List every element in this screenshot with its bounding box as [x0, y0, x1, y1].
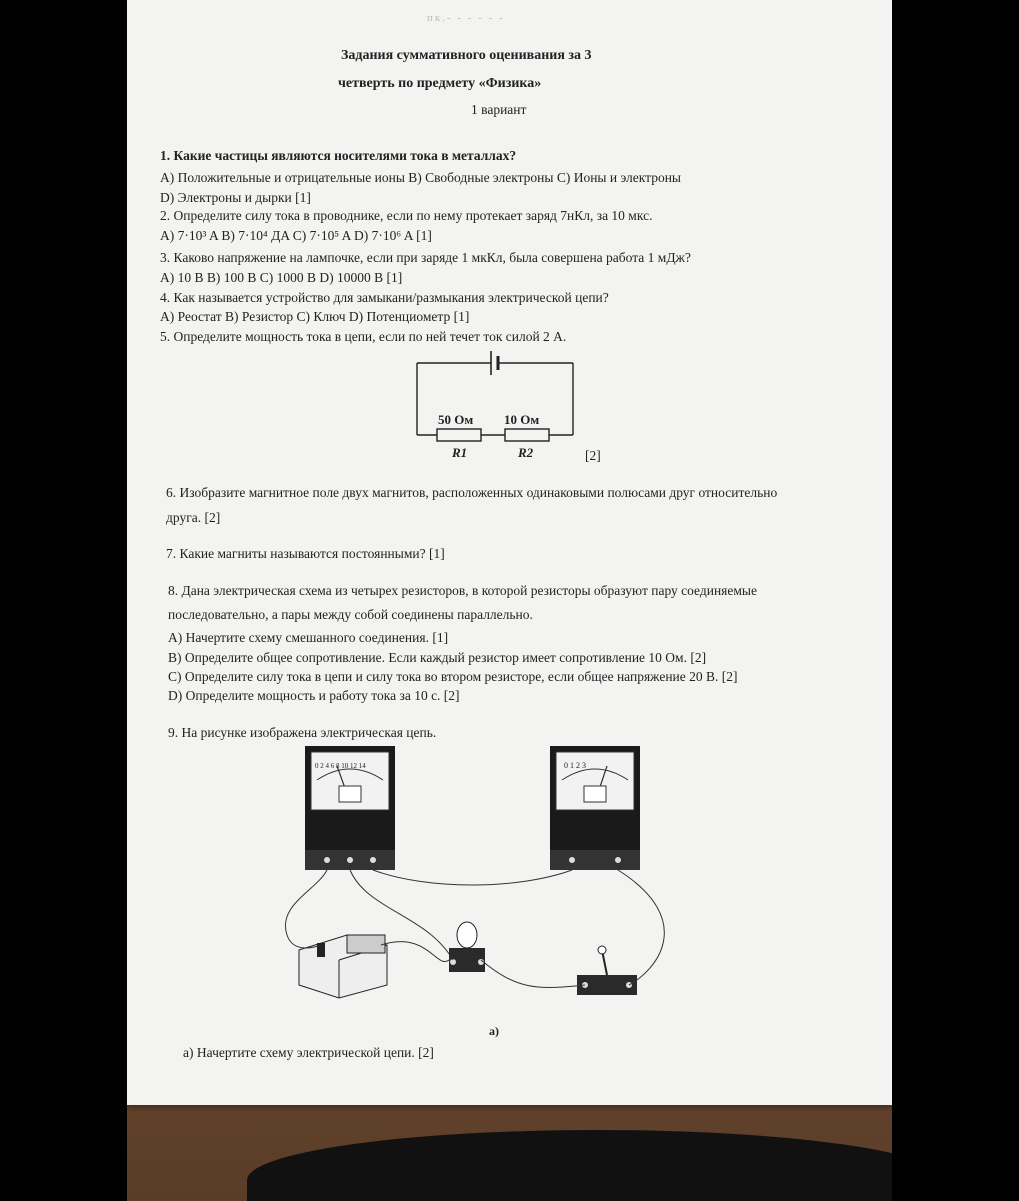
q9-circuit-figure: [277, 740, 697, 1040]
q3-question: 3. Каково напряжение на лампочке, если при заряде 1 мкКл, была совершена работа 1 мДж?: [160, 250, 691, 265]
r1-value: 50 Ом: [438, 412, 474, 427]
variant-label: 1 вариант: [471, 102, 527, 117]
left-meter-scale: 0 2 4 6 8 10 12 14: [315, 762, 366, 770]
r1-label: R1: [452, 445, 468, 460]
q2-question: 2. Определите силу тока в проводнике, если по нему протекает заряд 7нКл, за 10 мкс.: [160, 208, 653, 223]
q4-question: 4. Как называется устройство для замыкани/размыкания электрической цепи?: [160, 290, 609, 305]
q5-question: 5. Определите мощность тока в цепи, если по ней течет ток силой 2 A.: [160, 329, 567, 344]
q5-points: [2]: [585, 448, 601, 463]
right-meter-scale: 0 1 2 3: [564, 761, 586, 770]
switch: [577, 946, 637, 995]
q6-question-2: друга. [2]: [166, 510, 221, 525]
figure-caption: a): [489, 1024, 499, 1038]
dark-cloth: [247, 1130, 892, 1201]
q5-circuit-diagram: [407, 345, 607, 470]
q8-part-b: B) Определите общее сопротивление. Если каждый резистор имеет сопротивление 10 Ом. [2]: [168, 650, 707, 665]
r2-value: 10 Ом: [504, 412, 540, 427]
lamp: [449, 922, 485, 972]
title-line-2: четверть по предмету «Физика»: [338, 76, 542, 91]
exam-sheet: [127, 0, 892, 1105]
q8-part-a: A) Начертите схему смешанного соединения. [1]: [168, 630, 449, 645]
q3-options: A) 10 B B) 100 B C) 1000 B D) 10000 B [1]: [160, 270, 403, 285]
q8-question-1: 8. Дана электрическая схема из четырех резисторов, в которой резисторы образуют пару соединяемые: [168, 583, 757, 598]
q1-options-1: A) Положительные и отрицательные ионы B) Свободные электроны C) Ионы и электроны: [160, 170, 681, 185]
q8-question-2: последовательно, а пары между собой соединены параллельно.: [168, 607, 533, 622]
r2-label: R2: [518, 445, 534, 460]
q9-task-a: a) Начертите схему электрической цепи. [2]: [183, 1045, 434, 1060]
q1-question: 1. Какие частицы являются носителями тока в металлах?: [160, 148, 517, 163]
pen-scribble: пк.- - - - - -: [427, 12, 505, 24]
q4-options: A) Реостат B) Резистор C) Ключ D) Потенциометр [1]: [160, 309, 470, 324]
q6-question-1: 6. Изобразите магнитное поле двух магнитов, расположенных одинаковыми полюсами друг относительно: [166, 485, 778, 500]
q1-options-2: D) Электроны и дырки [1]: [160, 190, 311, 205]
q8-part-d: D) Определите мощность и работу тока за 10 с. [2]: [168, 688, 460, 703]
q9-question: 9. На рисунке изображена электрическая цепь.: [168, 725, 437, 740]
q2-options: A) 7·10³ A B) 7·10⁴ ДA C) 7·10⁵ A D) 7·10⁶ A [1]: [160, 228, 432, 243]
q7-question: 7. Какие магниты называются постоянными? [1]: [166, 546, 445, 561]
q8-part-c: C) Определите силу тока в цепи и силу тока во втором резисторе, если общее напряжение 20 B. [2]: [168, 669, 738, 684]
title-line-1: Задания суммативного оценивания за 3: [341, 48, 592, 63]
power-source: [299, 935, 387, 998]
photo-scene: [127, 0, 892, 1201]
